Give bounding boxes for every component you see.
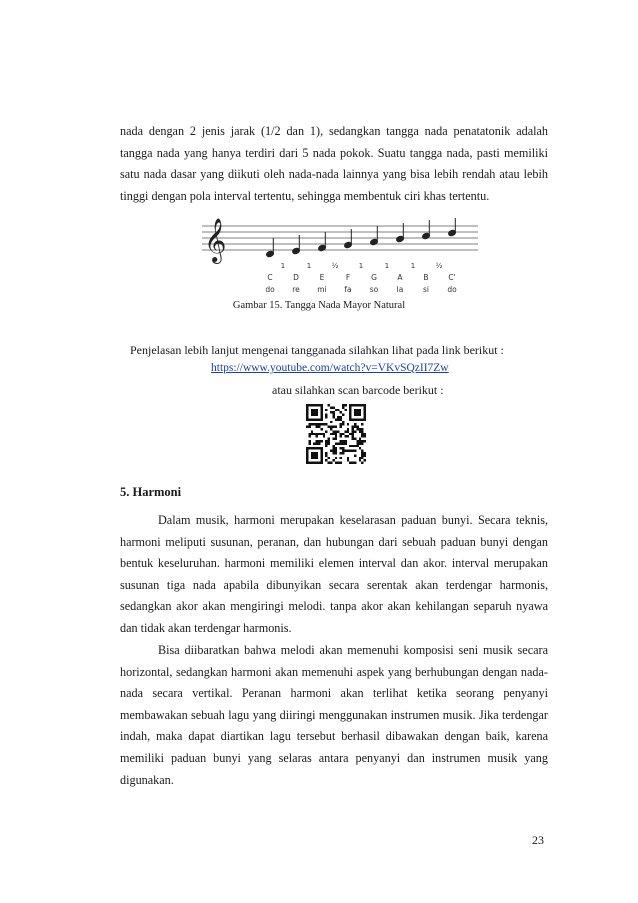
- intro-paragraph: nada dengan 2 jenis jarak (1/2 dan 1), sedangkan tangga nada penatatonik adalah tangga nada yang hanya terdiri dari 5 nada pokok. Suatu tangga nada, pasti memiliki satu nada dasar yang diikuti oleh nada-nada lainnya yang bisa lebih rendah atau lebih tinggi dengan pola interval tertentu, sehingga membentuk ciri khas tertentu.: [120, 124, 548, 203]
- solfege-label: so: [369, 285, 379, 294]
- interval-row: [281, 262, 443, 270]
- interval-label: 1: [384, 262, 390, 270]
- note-letter: C': [448, 273, 456, 282]
- letter-row: [267, 273, 455, 282]
- solfege-label: fa: [344, 285, 352, 294]
- qr-code: [306, 404, 366, 464]
- treble-clef-icon: 𝄞: [204, 218, 227, 262]
- solfege-label: re: [292, 285, 300, 294]
- note-letter: D: [293, 273, 299, 282]
- interval-label: ½: [331, 262, 339, 270]
- note-letter: G: [371, 273, 377, 282]
- note-letter: C: [267, 273, 273, 282]
- solfege-label: do: [265, 285, 275, 294]
- page-number: 23: [532, 833, 544, 847]
- note-letter: F: [345, 273, 351, 282]
- link-intro: Penjelasan lebih lanjut mengenai tangganada silahkan lihat pada link berikut :: [130, 343, 504, 357]
- note-letter: E: [319, 273, 325, 282]
- major-scale-figure: [200, 218, 480, 296]
- solfege-label: la: [396, 285, 404, 294]
- harmony-paragraph-2: Bisa diibaratkan bahwa melodi akan memenuhi komposisi seni musik secara horizontal, sedangkan harmoni akan memenuhi aspek yang berhubungan dengan nada-nada secara vertikal. Peranan harmoni akan terlihat ketika seorang penyanyi membawakan sebuah lagu yang diiringi menggunakan instrumen musik. Jika terdengar indah, maka dapat diartikan lagu tersebut berhasil dibawakan dengan baik, karena memiliki paduan bunyi yang selaras antara penyanyi dan instrumen musik yang digunakan.: [120, 643, 548, 787]
- solfege-label: si: [423, 285, 429, 294]
- interval-label: ½: [435, 262, 443, 270]
- note-letter: B: [423, 273, 429, 282]
- note-letter: A: [397, 273, 403, 282]
- interval-label: 1: [306, 262, 312, 270]
- staff-notation: [200, 218, 480, 296]
- figure-caption: Gambar 15. Tangga Nada Mayor Natural: [232, 300, 406, 311]
- youtube-link[interactable]: https://www.youtube.com/watch?v=VKvSQzII7Zw: [211, 362, 449, 374]
- interval-label: 1: [358, 262, 364, 270]
- interval-label: 1: [410, 262, 416, 270]
- section-heading: 5. Harmoni: [120, 485, 182, 499]
- scan-instruction: atau silahkan scan barcode berikut :: [272, 383, 444, 397]
- interval-label: 1: [280, 262, 286, 270]
- solfege-row: [265, 285, 457, 294]
- solfege-label: mi: [317, 285, 327, 294]
- solfege-label: do: [447, 285, 457, 294]
- harmony-paragraph-1: Dalam musik, harmoni merupakan keselarasan paduan bunyi. Secara teknis, harmoni meliputi susunan, peranan, dan hubungan dari sebuah paduan bunyi dengan bentuk keseluruhan. harmoni memiliki elemen interval dan akor. interval merupakan susunan tiga nada apabila dibunyikan secara serentak akan terdengar harmonis, sedangkan akor akan mengiringi melodi. tanpa akor akan kehilangan separuh nyawa dan tidak akan terdengar harmonis.: [120, 513, 548, 635]
